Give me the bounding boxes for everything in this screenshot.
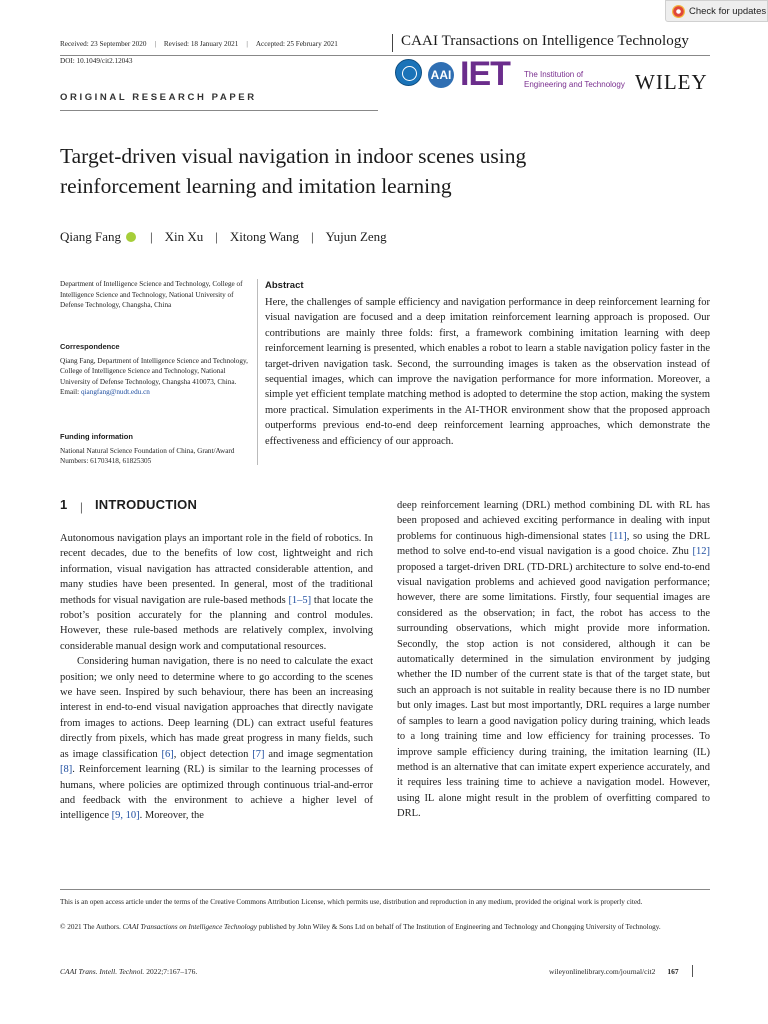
journal-url[interactable]: wileyonlinelibrary.com/journal/cit2 <box>549 967 656 976</box>
section-divider: | <box>80 499 83 514</box>
affiliation: Department of Intelligence Science and Technology, College of Intelligence Science and Technology, National University of Defense Technology, Changsha, China <box>60 280 243 309</box>
license-footnote: This is an open access article under the terms of the Creative Commons Attribution License, which permits use, distribution and reproduction in any medium, provided the original work is properly cited. <box>60 898 643 906</box>
abstract-divider <box>257 279 258 465</box>
iet-logo-text: The Institution of Engineering and Technology <box>524 70 625 89</box>
iet-logo: IET <box>460 55 510 93</box>
citation-link[interactable]: [11] <box>609 530 627 542</box>
abstract-heading: Abstract <box>265 280 304 291</box>
revised-date: Revised: 18 January 2021 <box>163 40 239 48</box>
author-list: Qiang Fang | Xin Xu | Xitong Wang | Yujun Zeng <box>60 229 387 244</box>
header-rule <box>60 55 710 56</box>
body-left-column <box>60 531 373 824</box>
citation-link[interactable]: [6] <box>161 748 174 760</box>
citation-link[interactable]: [8] <box>60 764 73 776</box>
author-name[interactable]: Yujun Zeng <box>325 229 387 244</box>
paragraph: Autonomous navigation plays an important role in the field of robotics. In recent decades, due to the benefits of low cost, lightweight and rich information, visual navigation has attracted considerable attention, and many studies have been presented. In general, most of the traditional methods for visual navigation are rule-based methods [1–5] that locate the robot’s position accurately for the planning and control modules. However, these rule-based methods are relatively complex, involving considerable manual design work and computational resources. <box>60 533 374 652</box>
correspondence-heading: Correspondence <box>60 342 120 351</box>
citation-link[interactable]: [12] <box>692 546 710 558</box>
paragraph: Considering human navigation, there is no need to calculate the exact position; we only need to determine where to go according to the scenes we have seen. Inspired by such behaviour, there has been an increasing interest in end-to-end visual navigation approaches that directly navigate from images to actions. Deep learning (DL) can extract useful features directly from pixels, which has made great progress in many fields, such as image classification [6], object detection [7] and image segmentation [8]. Reinforcement learning (RL) is similar to the learning processes of humans, where policies are optimized through continuous trial-and-error and feedback with the environment to achieve a higher level of intelligence [9, 10]. Moreover, the <box>60 656 373 822</box>
accepted-date: Accepted: 25 February 2021 <box>255 40 338 48</box>
correspondence: Correspondence Qiang Fang, Department of Intelligence Science and Technology, College of Intelligence Science and Technology, National University of Defense Technology, Changsha 410073, China. Email: qiangfang@nudt.edu.cn <box>60 342 250 398</box>
funding-text: National Natural Science Foundation of China, Grant/Award Numbers: 61703418, 61825305 <box>60 446 235 465</box>
citation-link[interactable]: [1–5] <box>288 594 312 606</box>
paper-title: Target-driven visual navigation in indoor scenes using reinforcement learning and imitation learning <box>60 144 527 198</box>
author-name[interactable]: Xitong Wang <box>229 229 300 244</box>
footnote-rule <box>60 889 710 890</box>
copyright-footnote: © 2021 The Authors. CAAI Transactions on Intelligence Technology published by John Wiley & Sons Ltd on behalf of The Institution of Engineering and Technology and Chongqing University of Technology. <box>60 923 661 931</box>
citation-link[interactable]: [7] <box>252 748 265 760</box>
email-link[interactable]: qiangfang@nudt.edu.cn <box>80 388 150 396</box>
paper-type-rule <box>60 110 378 111</box>
orcid-icon[interactable] <box>126 232 136 242</box>
section-title: INTRODUCTION <box>95 497 198 512</box>
paragraph: deep reinforcement learning (DRL) method combining DL with RL has been proposed and achieved exciting performance in dealing with input problems for continuous high-dimensional states [11], so using the DRL method to solve end-to-end visual navigation is a good choice. Zhu [12] proposed a target-driven DRL (TD-DRL) architecture to solve end-to-end visual navigation problems and achieved good navigation performance; however, there are some limitations. Firstly, four sequential images are considered as the observation; in fact, the robot has access to the surrounding observations, which might provide more information. Secondly, the stop action is not considered, although it can be automatically determined in the simulation environment by judging whether the ID number of the current state is that of the target state, but such an approach is not suitable in reality because there is no ID number but only images. Last but most importantly, DRL requires a large number of samples to learn a good navigation policy during training, which leads to a long training time and low efficiency for training processes. To improve sample efficiency during training, the imitation learning (IL) method is an alternative that can imitate expert experience accurately, and it requires less training time to achieve a navigation model. However, using IL alone might result in the problem of overfitting compared to DRL. <box>397 500 710 820</box>
citation-link[interactable]: [9, 10] <box>111 810 140 822</box>
check-for-updates-label: Check for updates <box>689 5 767 17</box>
page-number: 167 <box>667 967 679 976</box>
doi[interactable]: DOI: 10.1049/cit2.12043 <box>60 57 133 65</box>
author-name[interactable]: Xin Xu <box>164 229 204 244</box>
footer-url-page <box>549 967 679 976</box>
author-name[interactable]: Qiang Fang <box>60 229 122 244</box>
header-divider <box>392 34 393 52</box>
journal-name[interactable]: CAAI Transactions on Intelligence Technology <box>401 33 690 49</box>
footer-citation: CAAI Trans. Intell. Technol. 2022;7:167–176. <box>60 967 198 976</box>
funding-heading: Funding information <box>60 432 133 441</box>
check-for-updates-button[interactable] <box>665 0 768 22</box>
article-dates: Received: 23 September 2020 | Revised: 18 January 2021 | Accepted: 25 February 2021 <box>60 40 338 48</box>
university-seal-icon <box>395 59 422 86</box>
abstract-text: Here, the challenges of sample efficiency and navigation performance in deep reinforcement learning for visual navigation are focused and a deep imitation reinforcement learning approach is proposed. Our contributions are mainly three folds: first, a framework combining imitation learning with deep reinforcement learning is presented, which enables a robot to learn a stable navigation policy faster in the target-driven navigation task. Second, the surrounding images is taken as the observation instead of sequential images, which can improve the navigation performance for more information. Moreover, a simple yet efficient template matching method is adopted to determine the stop action, making the system more practical. Simulation experiments in the AI-THOR environment show that the proposed approach outperforms previous end-to-end deep reinforcement learning approaches, which demonstrate the effectiveness and efficiency of our approach. <box>265 297 710 447</box>
received-date: Received: 23 September 2020 <box>60 40 147 48</box>
caai-logo: AAI <box>428 62 454 88</box>
section-number: 1 <box>60 497 68 512</box>
footer-divider <box>692 965 693 977</box>
funding <box>60 432 250 467</box>
body-right-column <box>397 498 710 822</box>
wiley-logo: WILEY <box>635 70 708 94</box>
crossmark-icon <box>672 5 685 18</box>
paper-type: ORIGINAL RESEARCH PAPER <box>60 92 257 103</box>
correspondence-text: Qiang Fang, Department of Intelligence Science and Technology, College of Intelligence Science and Technology, National University of Defense Technology, Changsha 410073, China. <box>60 356 248 386</box>
